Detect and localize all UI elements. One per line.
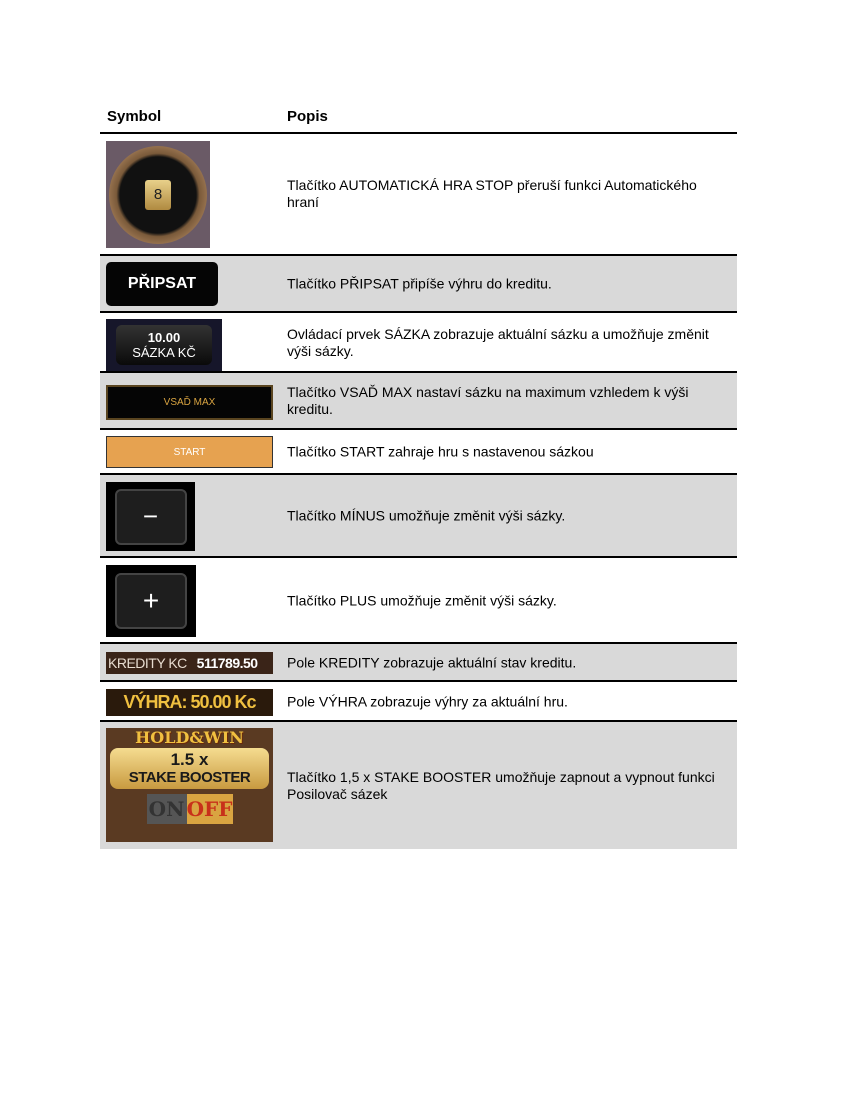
max-bet-button-symbol: VSAĎ MAX [106, 385, 273, 420]
table-row [100, 682, 737, 721]
autoplay-stop-symbol [106, 141, 210, 248]
table-row [100, 475, 737, 557]
win-field-symbol: VÝHRA: 50.00 Kc [106, 689, 273, 716]
table-row [100, 644, 737, 681]
booster-on-toggle: ON [147, 794, 187, 824]
row-description: Tlačítko AUTOMATICKÁ HRA STOP přeruší funkci Automatického hraní [287, 177, 697, 210]
table-row [100, 558, 737, 643]
minus-button-symbol [106, 482, 195, 551]
credits-value: 511789.50 [196, 655, 258, 671]
row-description: Tlačítko START zahraje hru s nastavenou sázkou [287, 443, 594, 460]
booster-multiplier: 1.5 x [170, 750, 209, 769]
row-description: Tlačítko 1,5 x STAKE BOOSTER umožňuje zapnout a vypnout funkci Posilovač sázek [287, 768, 715, 802]
plus-button-symbol [106, 565, 196, 637]
table-row [100, 430, 737, 474]
table-row [100, 256, 737, 312]
stake-label: SÁZKA KČ [132, 345, 196, 360]
credits-label: KREDITY KC [108, 655, 187, 671]
stake-value: 10.00 [147, 330, 181, 345]
table-row [100, 313, 737, 372]
plus-icon: + [115, 573, 187, 629]
hold-and-win-logo: HOLD&WIN [135, 728, 244, 747]
row-description: Tlačítko PLUS umožňuje změnit výši sázky. [287, 592, 557, 608]
row-description: Tlačítko MÍNUS umožňuje změnit výši sázky. [287, 507, 566, 524]
booster-label: STAKE BOOSTER [128, 769, 251, 786]
booster-off-toggle: OFF [187, 794, 233, 824]
table-row [100, 373, 737, 429]
minus-icon: − [115, 489, 187, 545]
row-description: Ovládací prvek SÁZKA zobrazuje aktuální sázku a umožňuje změnit výši sázky. [287, 325, 709, 359]
header-symbol: Symbol [107, 108, 162, 125]
credits-field-symbol [106, 652, 273, 674]
row-description: Tlačítko PŘIPSAT připíše výhru do kreditu. [287, 275, 552, 292]
autoplay-counter: 8 [145, 180, 171, 210]
header-description: Popis [287, 108, 328, 125]
stake-booster-symbol [106, 728, 273, 842]
row-description: Tlačítko VSAĎ MAX nastaví sázku na maximum vzhledem k výši kreditu. [287, 384, 689, 417]
pripsat-button-symbol: PŘIPSAT [106, 262, 218, 306]
row-description: Pole KREDITY zobrazuje aktuální stav kreditu. [287, 654, 577, 670]
start-button-symbol: START [106, 436, 273, 468]
stake-control-symbol [106, 319, 222, 371]
table-row [100, 722, 737, 849]
table-row [100, 134, 737, 254]
row-description: Pole VÝHRA zobrazuje výhry za aktuální hru. [287, 693, 568, 709]
